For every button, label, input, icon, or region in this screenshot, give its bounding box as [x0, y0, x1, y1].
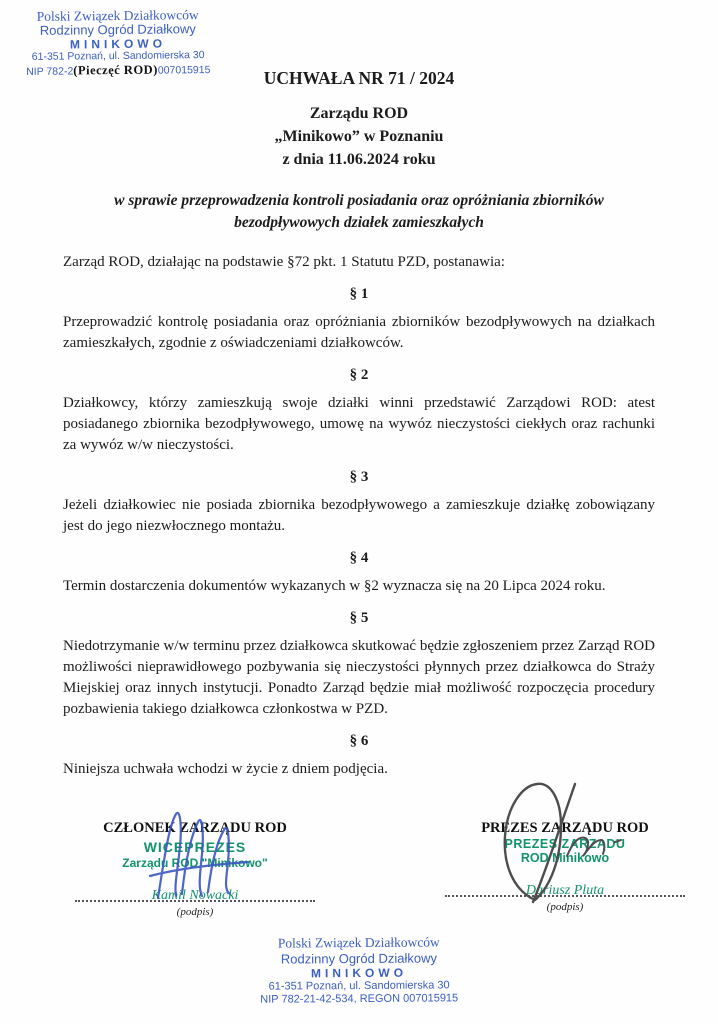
signature-line-president	[445, 879, 685, 897]
section-heading-3: § 3	[349, 469, 369, 485]
section-body-6: Niniejsza uchwała wchodzi w życie z dniem podjęcia.	[63, 761, 388, 777]
resolution-subtitle	[63, 102, 655, 171]
resolution-title: UCHWAŁA NR 71 / 2024	[263, 68, 455, 88]
subject-line-2: bezodpływowych działek zamieszkałych	[234, 214, 484, 231]
stamp-org-name: MINIKOWO	[310, 965, 408, 981]
subtitle-line-garden: „Minikowo” w Poznaniu	[274, 128, 444, 145]
stamp-org-line: Zarządu ROD "Minikowo"	[122, 856, 268, 870]
section-heading-1: § 1	[349, 286, 369, 302]
signature-line-member	[75, 884, 315, 902]
section-body-5: Niedotrzymanie w/w terminu przez działkowca skutkować będzie zgłoszeniem przez Zarząd ROD możliwości nieprawidłowego pozbywania się nieczystości płynnych przez działkowca do Straży Miejskiej oraz innych instytucji. Ponadto Zarząd będzie miał możliwość rozpoczęcia procedury pozbawienia takiego działkowca członkostwa w PZD.	[63, 638, 655, 717]
stamp-nip-right: 007015915	[157, 63, 211, 77]
stamp-org-line: Polski Związek Działkowców	[277, 934, 440, 951]
pieczec-rod-label: (Pieczęć ROD)	[73, 62, 158, 78]
subject-line-1: w sprawie przeprowadzenia kontroli posiadania oraz opróżniania zbiorników	[114, 192, 604, 209]
section-body-4: Termin dostarczenia dokumentów wykazanych w §2 wyznacza się na 20 Lipca 2024 roku.	[63, 578, 606, 594]
stamp-role-line: WICEPREZES	[143, 839, 247, 855]
section-body-3: Jeżeli działkowiec nie posiada zbiornika bezodpływowego a zamieszkuje działkę zobowiązany jest do jego niezwłocznego montażu.	[63, 497, 655, 534]
section-body-2: Działkowcy, którzy zamieszkują swoje działki winni przedstawić Zarządowi ROD: atest posiadanego zbiornika bezodpływowego, umowę na wywóz nieczystości ciekłych oraz rachunki za wywóz w/w nieczystości.	[63, 395, 655, 453]
section-body-1: Przeprowadzić kontrolę posiadania oraz opróżniania zbiorników bezodpływowych na działkach zamieszkałych, zgodnie z oświadczeniami działkowców.	[63, 314, 655, 351]
resolution-subject	[63, 190, 655, 234]
subtitle-line-date: z dnia 11.06.2024 roku	[282, 151, 436, 168]
stamp-nip-regon: NIP 782-21-42-534, REGON 007015915	[260, 992, 459, 1007]
stamp-org-line: Polski Związek Działkowców	[36, 7, 199, 24]
president-stamp	[445, 837, 685, 865]
subtitle-line-issuer: Zarządu ROD	[309, 105, 409, 122]
signer-name-member: Kamil Nowacki	[151, 888, 239, 903]
signature-caption-president: (podpis)	[546, 901, 584, 913]
stamp-address: 61-351 Poznań, ul. Sandomierska 30	[268, 979, 450, 994]
stamp-org-line: Rodzinny Ogród Działkowy	[280, 950, 437, 967]
section-heading-5: § 5	[349, 610, 369, 626]
signer-role-member: CZŁONEK ZARZĄDU ROD	[103, 820, 287, 836]
signer-role-president: PREZES ZARZĄDU ROD	[481, 820, 649, 836]
signer-name-president: Dariusz Pluta	[525, 883, 605, 898]
section-heading-6: § 6	[349, 733, 369, 749]
vice-president-stamp	[75, 839, 315, 870]
section-heading-4: § 4	[349, 550, 369, 566]
stamp-role-line: PREZES ZARZĄDU	[504, 837, 626, 851]
signature-caption-member: (podpis)	[176, 906, 214, 918]
rod-stamp-bottom	[0, 932, 718, 1008]
stamp-address: 61-351 Poznań, ul. Sandomierska 30	[31, 49, 205, 63]
signature-block-president	[445, 820, 685, 913]
stamp-nip-left: NIP 782-2	[26, 65, 74, 78]
stamp-org-line: ROD Minikowo	[520, 851, 610, 865]
section-heading-2: § 2	[349, 367, 369, 383]
stamp-org-line: Rodzinny Ogród Działkowy	[39, 21, 196, 38]
document-body	[63, 0, 655, 780]
signature-block-member	[75, 820, 315, 918]
intro-paragraph: Zarząd ROD, działając na podstawie §72 pkt. 1 Statutu PZD, postanawia:	[63, 254, 505, 270]
stamp-org-name: MINIKOWO	[69, 36, 167, 52]
